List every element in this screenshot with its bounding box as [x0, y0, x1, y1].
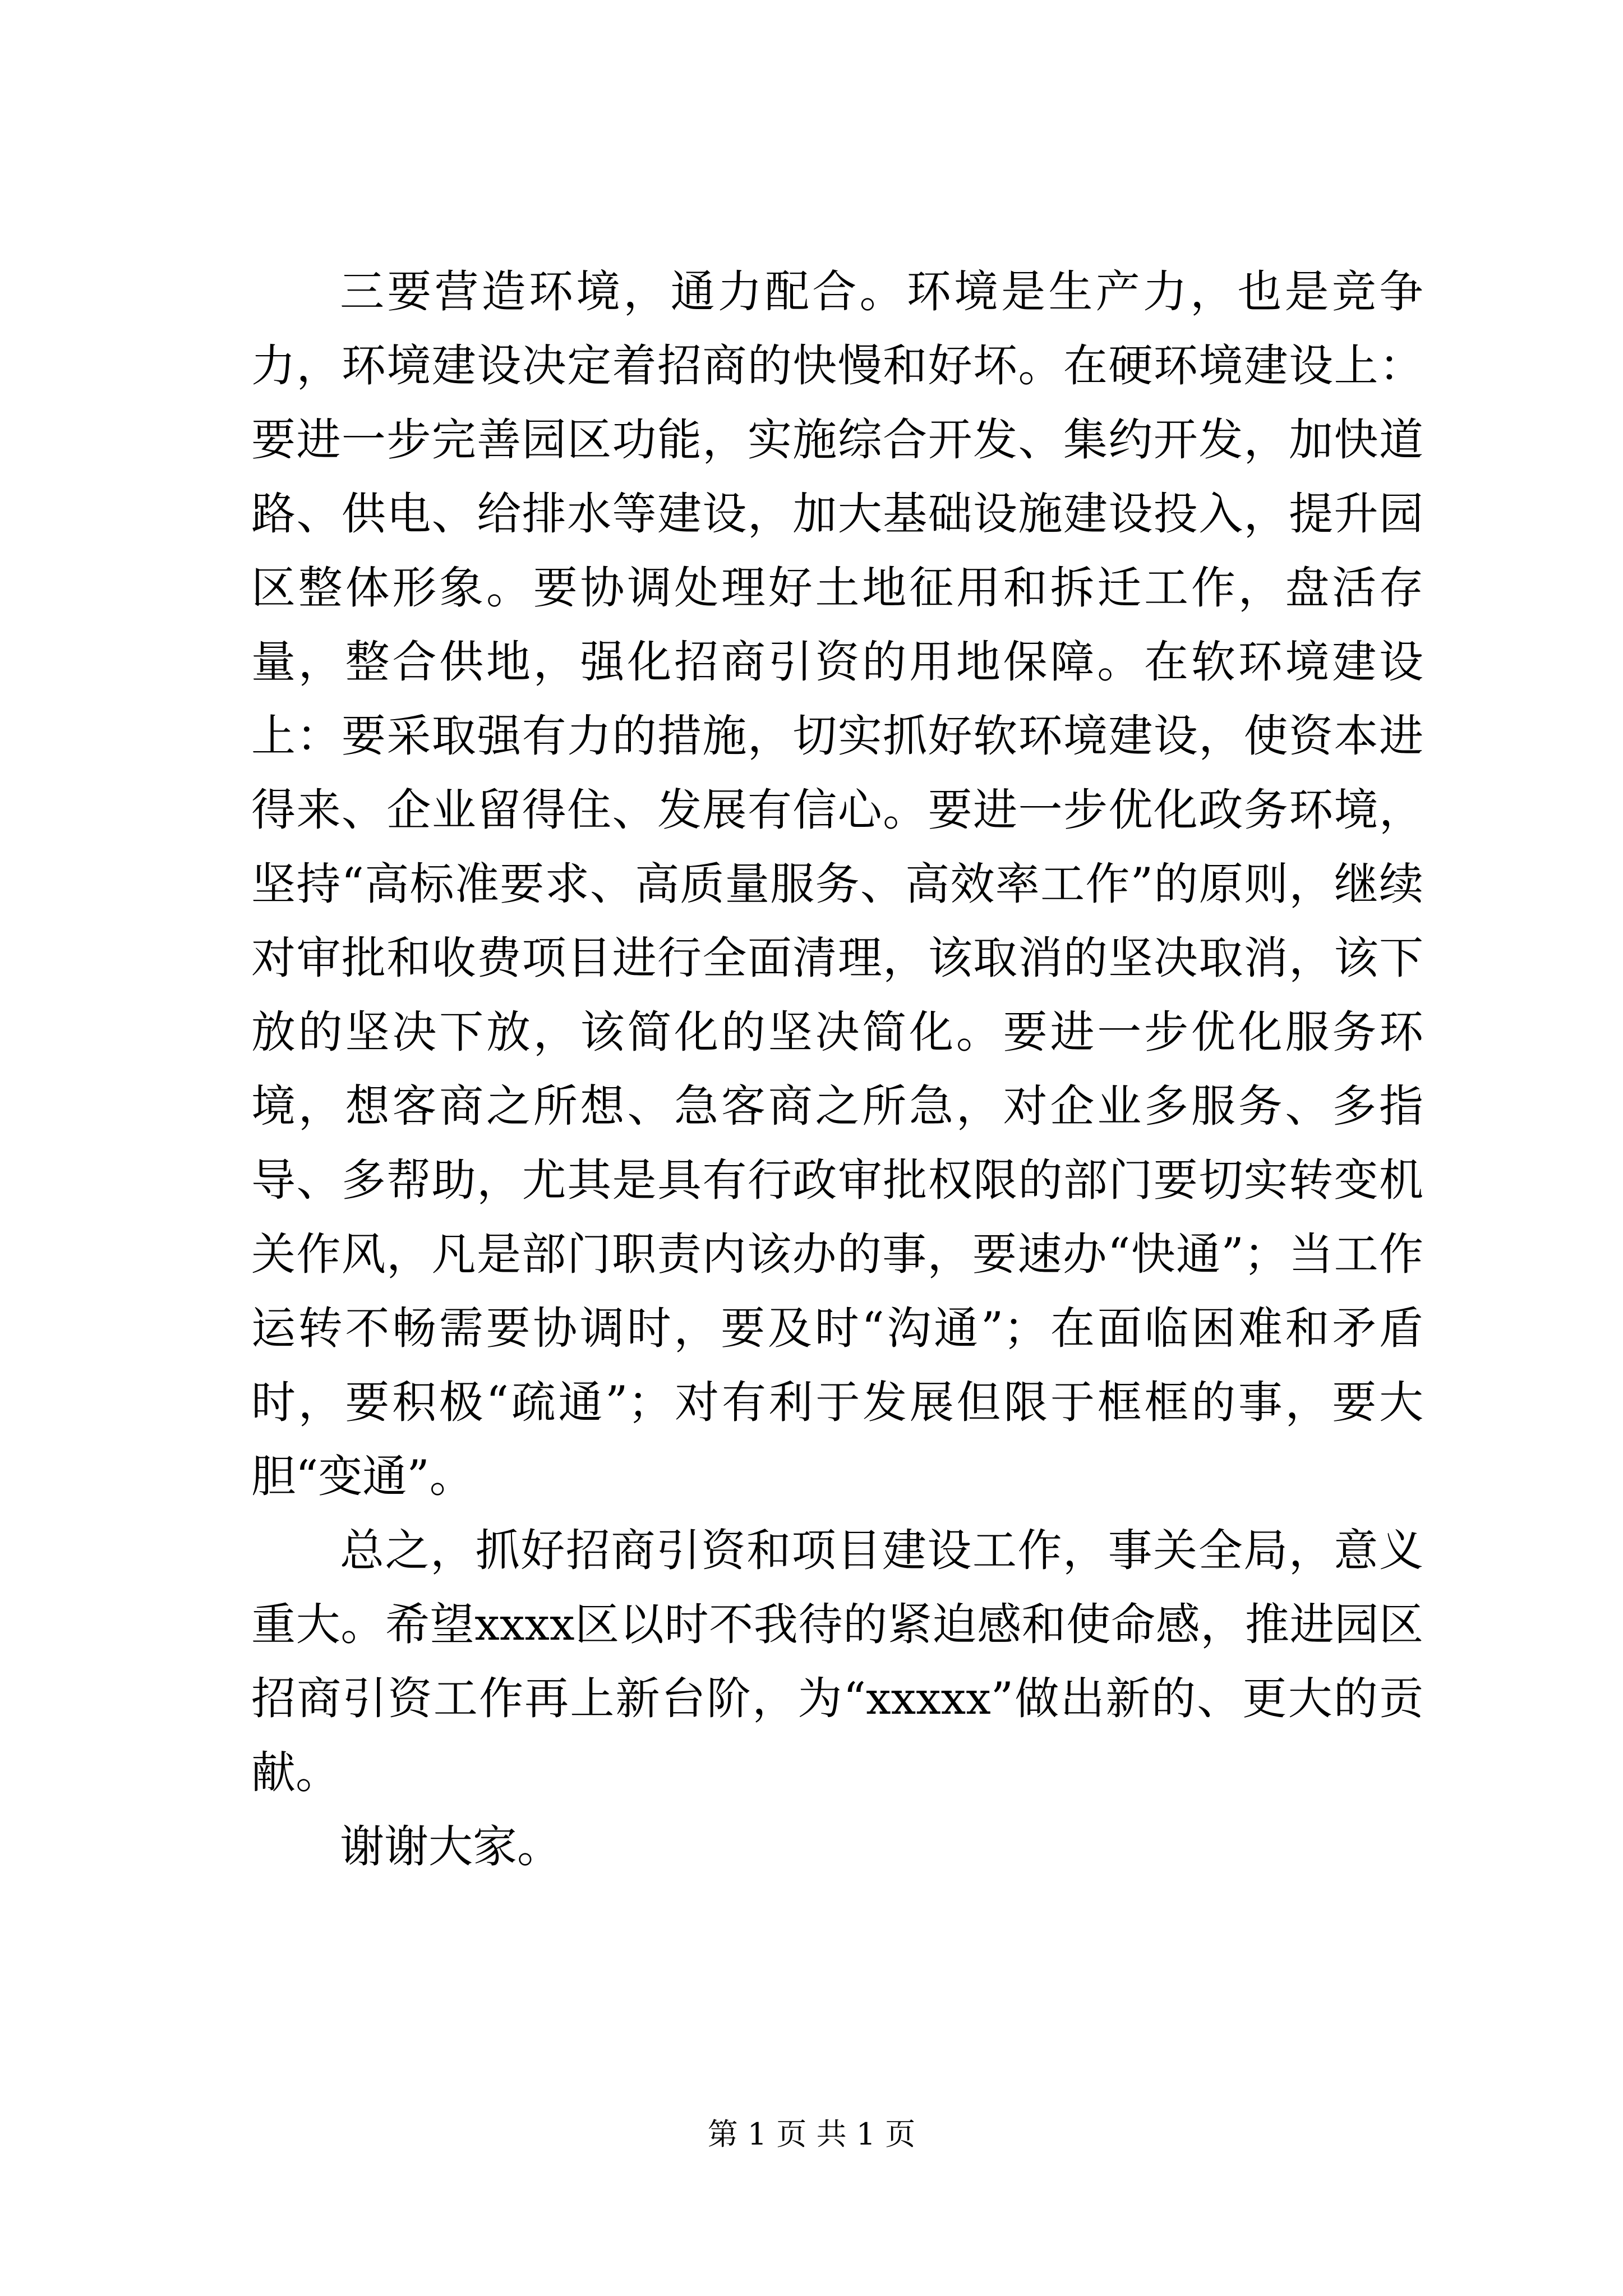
- page-footer: 第 1 页 共 1 页: [707, 2116, 916, 2152]
- paragraph-environment: 三要营造环境，通力配合。环境是生产力，也是竞争力，环境建设决定着招商的快慢和好坏。在硬环境建设上：要进一步完善园区功能，实施综合开发、集约开发，加快道路、供电、给排水等建设，加大基础设施建设投入，提升园区整体形象。要协调处理好土地征用和拆迁工作，盘活存量，整合供地，强化招商引资的用地保障。在软环境建设上：要采取强有力的措施，切实抓好软环境建设，使资本进得来、企业留得住、发展有信心。要进一步优化政务环境，坚持“高标准要求、高质量服务、高效率工作”的原则，继续对审批和收费项目进行全面清理，该取消的坚决取消，该下放的坚决下放，该简化的坚决简化。要进一步优化服务环境，想客商之所想、急客商之所急，对企业多服务、多指导、多帮助，尤其是具有行政审批权限的部门要切实转变机关作风，凡是部门职责内该办的事，要速办“快通”；当工作运转不畅需要协调时，要及时“沟通”；在面临困难和矛盾时，要积极“疏通”；对有利于发展但限于框框的事，要大胆“变通”。: [251, 266, 1423, 1502]
- paragraph-conclusion: 总之，抓好招商引资和项目建设工作，事关全局，意义重大。希望xxxx区以时不我待的紧迫感和使命感，推进园区招商引资工作再上新台阶，为“xxxxx”做出新的、更大的贡献。: [251, 1525, 1423, 1798]
- paragraph-thanks: 谢谢大家。: [340, 1821, 561, 1872]
- document-body: [251, 255, 1423, 1884]
